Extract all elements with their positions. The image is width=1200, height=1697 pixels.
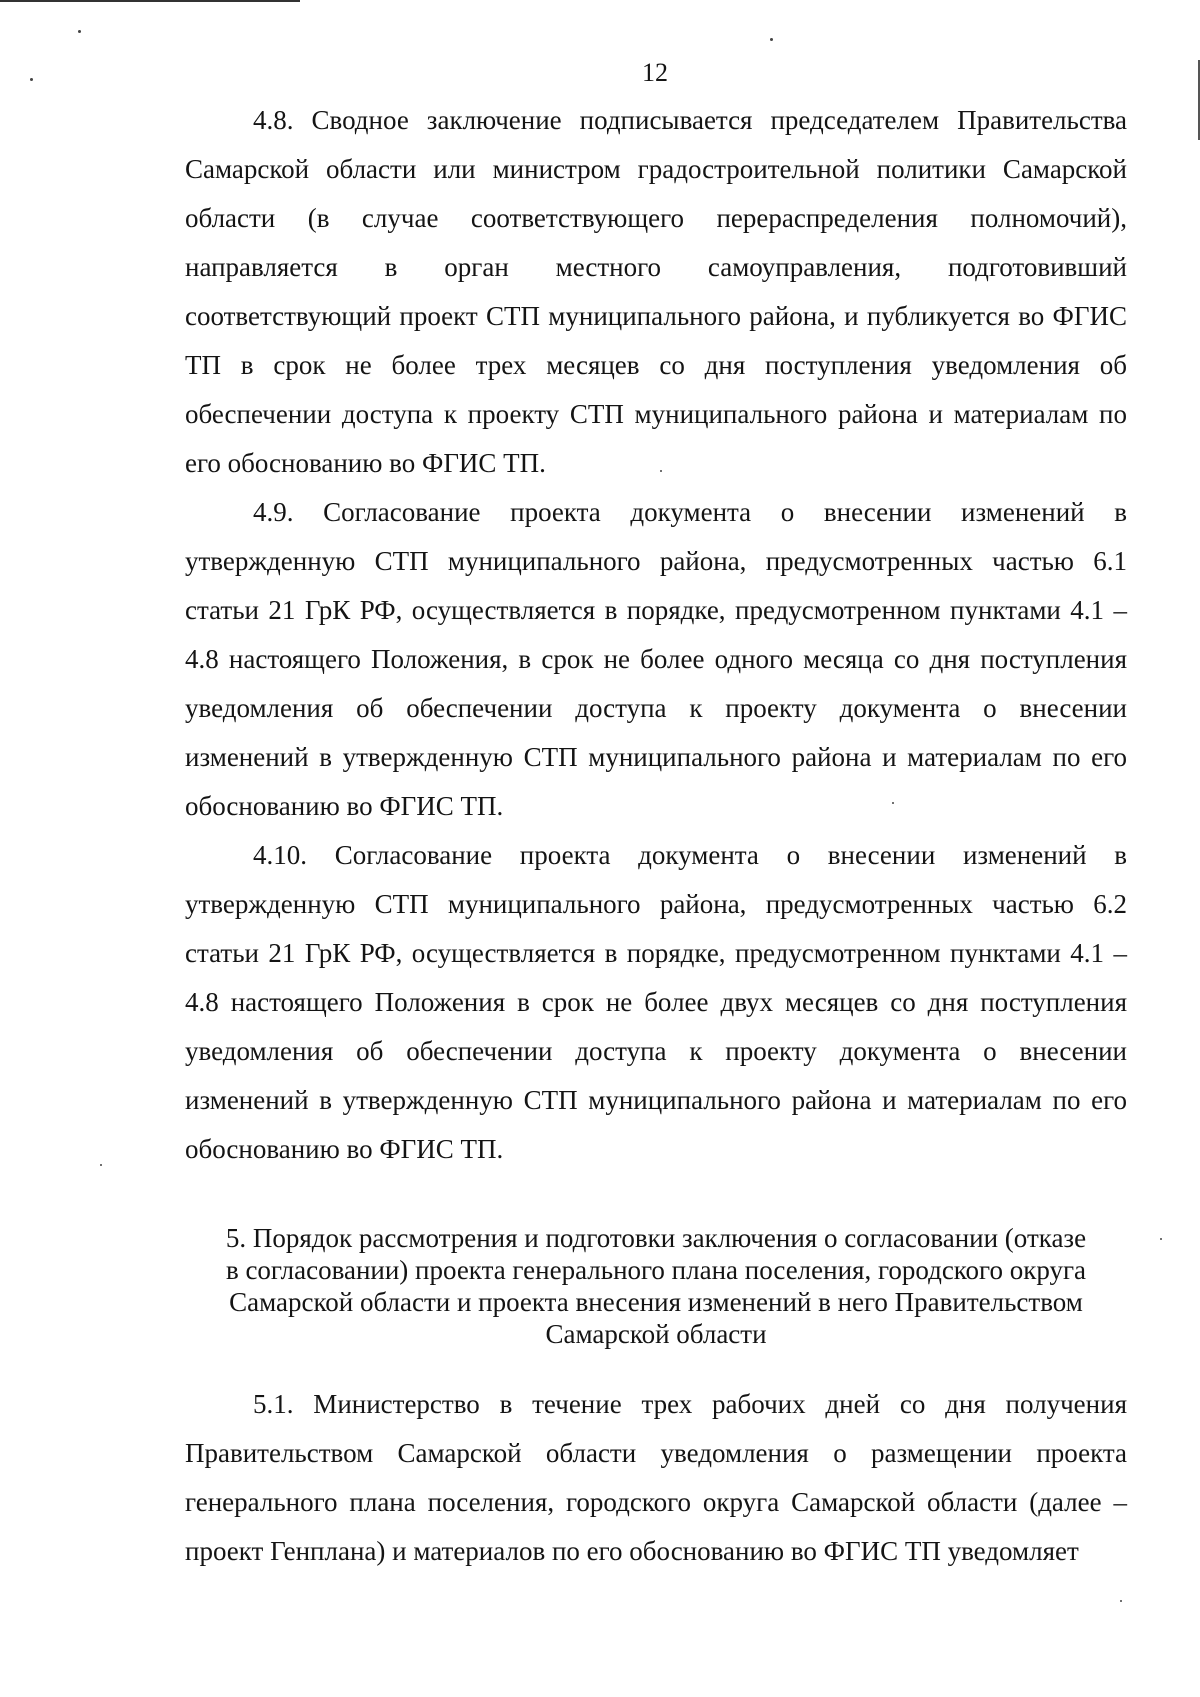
paragraph-4-8: 4.8. Сводное заключение подписывается председателем Правительства Самарской области или министром градостроительной политики Самарской области (в случае соответствующего перераспределения полномочий), направляется в орган местного самоуправления, подготовивший соответствующий проект СТП муниципального района, и публикуется во ФГИС ТП в срок не более трех месяцев со дня поступления уведомления об обеспечении доступа к проекту СТП муниципального района и материалам по его обоснованию во ФГИС ТП. bbox=[185, 105, 1127, 478]
section-heading-line: Самарской области и проекта внесения изменений в него Правительством bbox=[229, 1287, 1083, 1317]
scan-speck bbox=[770, 38, 773, 41]
section-heading-line: в согласовании) проекта генерального плана поселения, городского округа bbox=[225, 1255, 1087, 1285]
section-heading-line: Самарской области bbox=[545, 1319, 767, 1349]
document-body bbox=[185, 96, 1127, 1576]
section-5-heading bbox=[185, 1222, 1127, 1350]
paragraph-5-1: 5.1. Министерство в течение трех рабочих дней со дня получения Правительством Самарской области уведомления о размещении проекта генерального плана поселения, городского округа Самарской области (далее – проект Генплана) и материалов по его обоснованию во ФГИС ТП уведомляет bbox=[185, 1389, 1127, 1566]
paragraph-4-9: 4.9. Согласование проекта документа о внесении изменений в утвержденную СТП муниципального района, предусмотренных частью 6.1 статьи 21 ГрК РФ, осуществляется в порядке, предусмотренном пунктами 4.1 – 4.8 настоящего Положения, в срок не более одного месяца со дня поступления уведомления об обеспечении доступа к проекту документа о внесении изменений в утвержденную СТП муниципального района и материалам по его обоснованию во ФГИС ТП. bbox=[185, 497, 1127, 821]
scan-speck bbox=[1120, 1600, 1122, 1602]
section-heading-line: 5. Порядок рассмотрения и подготовки заключения о согласовании (отказе bbox=[225, 1223, 1087, 1253]
page-number: 12 bbox=[642, 58, 668, 87]
paragraph-4-10: 4.10. Согласование проекта документа о внесении изменений в утвержденную СТП муниципального района, предусмотренных частью 6.2 статьи 21 ГрК РФ, осуществляется в порядке, предусмотренном пунктами 4.1 – 4.8 настоящего Положения в срок не более двух месяцев со дня поступления уведомления об обеспечении доступа к проекту документа о внесении изменений в утвержденную СТП муниципального района и материалам по его обоснованию во ФГИС ТП. bbox=[185, 840, 1127, 1164]
scan-artifact-top-line bbox=[0, 0, 300, 2]
scan-speck bbox=[100, 1164, 102, 1166]
scan-speck bbox=[78, 30, 81, 33]
scan-speck bbox=[1160, 1238, 1162, 1240]
